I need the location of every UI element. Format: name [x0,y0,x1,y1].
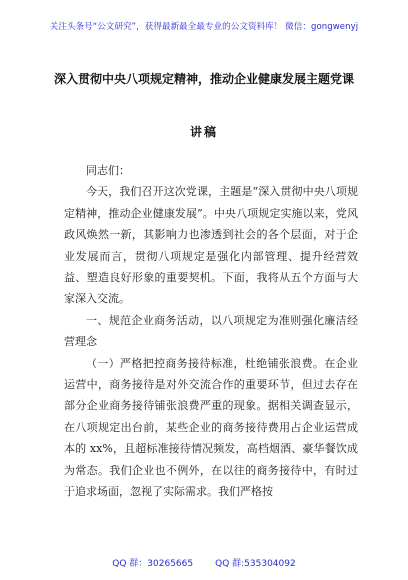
footer-qq-group-2: QQ 群:535304092 [215,559,296,569]
subsection-paragraph-1 [64,353,358,503]
salutation: 同志们： [86,164,130,177]
header-banner: 关注头条号“公文研究”，获得最新最全最专业的公文资料库！ 微信：gongwenyj [49,22,359,32]
document-body [64,160,358,503]
document-title-line1: 深入贯彻中央八项规定精神，推动企业健康发展主题党课 [53,72,354,86]
paragraph-intro: 今天，我们召开这次党课，主题是“深入贯彻中央八项规定精神，推动企业健康发展”。中央八项规定实施以来，党风政风焕然一新，其影响力也渗透到社会的各个层面，对于企业发展而言，贯彻八项规定是强化内部管理、提升经营效益、塑造良好形象的重要契机。下面，我将从五个方面与大家深入交流。 [64,185,358,306]
footer [0,556,408,569]
subsection-text-1: 在企业运营中，商务接待是对外交流合作的重要环节，但过去存在部分企业商务接待铺张浪费严重的现象。据相关调查显示，在八项规定出台前，某些企业的商务接待费用占企业运营成本的 xx%，且超标准接待情况频发，高档烟酒、豪华餐饮成为常态。我们企业也不例外，在以往的商务接待中，有时过于追求场面，忽视了实际需求。我们严格按 [64,356,359,499]
footer-qq-group-1: QQ 群：30265665 [112,559,194,569]
subsection-label-1: （一）严格把控商务接待标准，杜绝铺张浪费。 [86,356,325,370]
document-title-line2: 讲稿 [189,125,218,139]
section-heading-1: 一、规范企业商务活动，以八项规定为准则强化廉洁经营理念 [64,313,358,349]
